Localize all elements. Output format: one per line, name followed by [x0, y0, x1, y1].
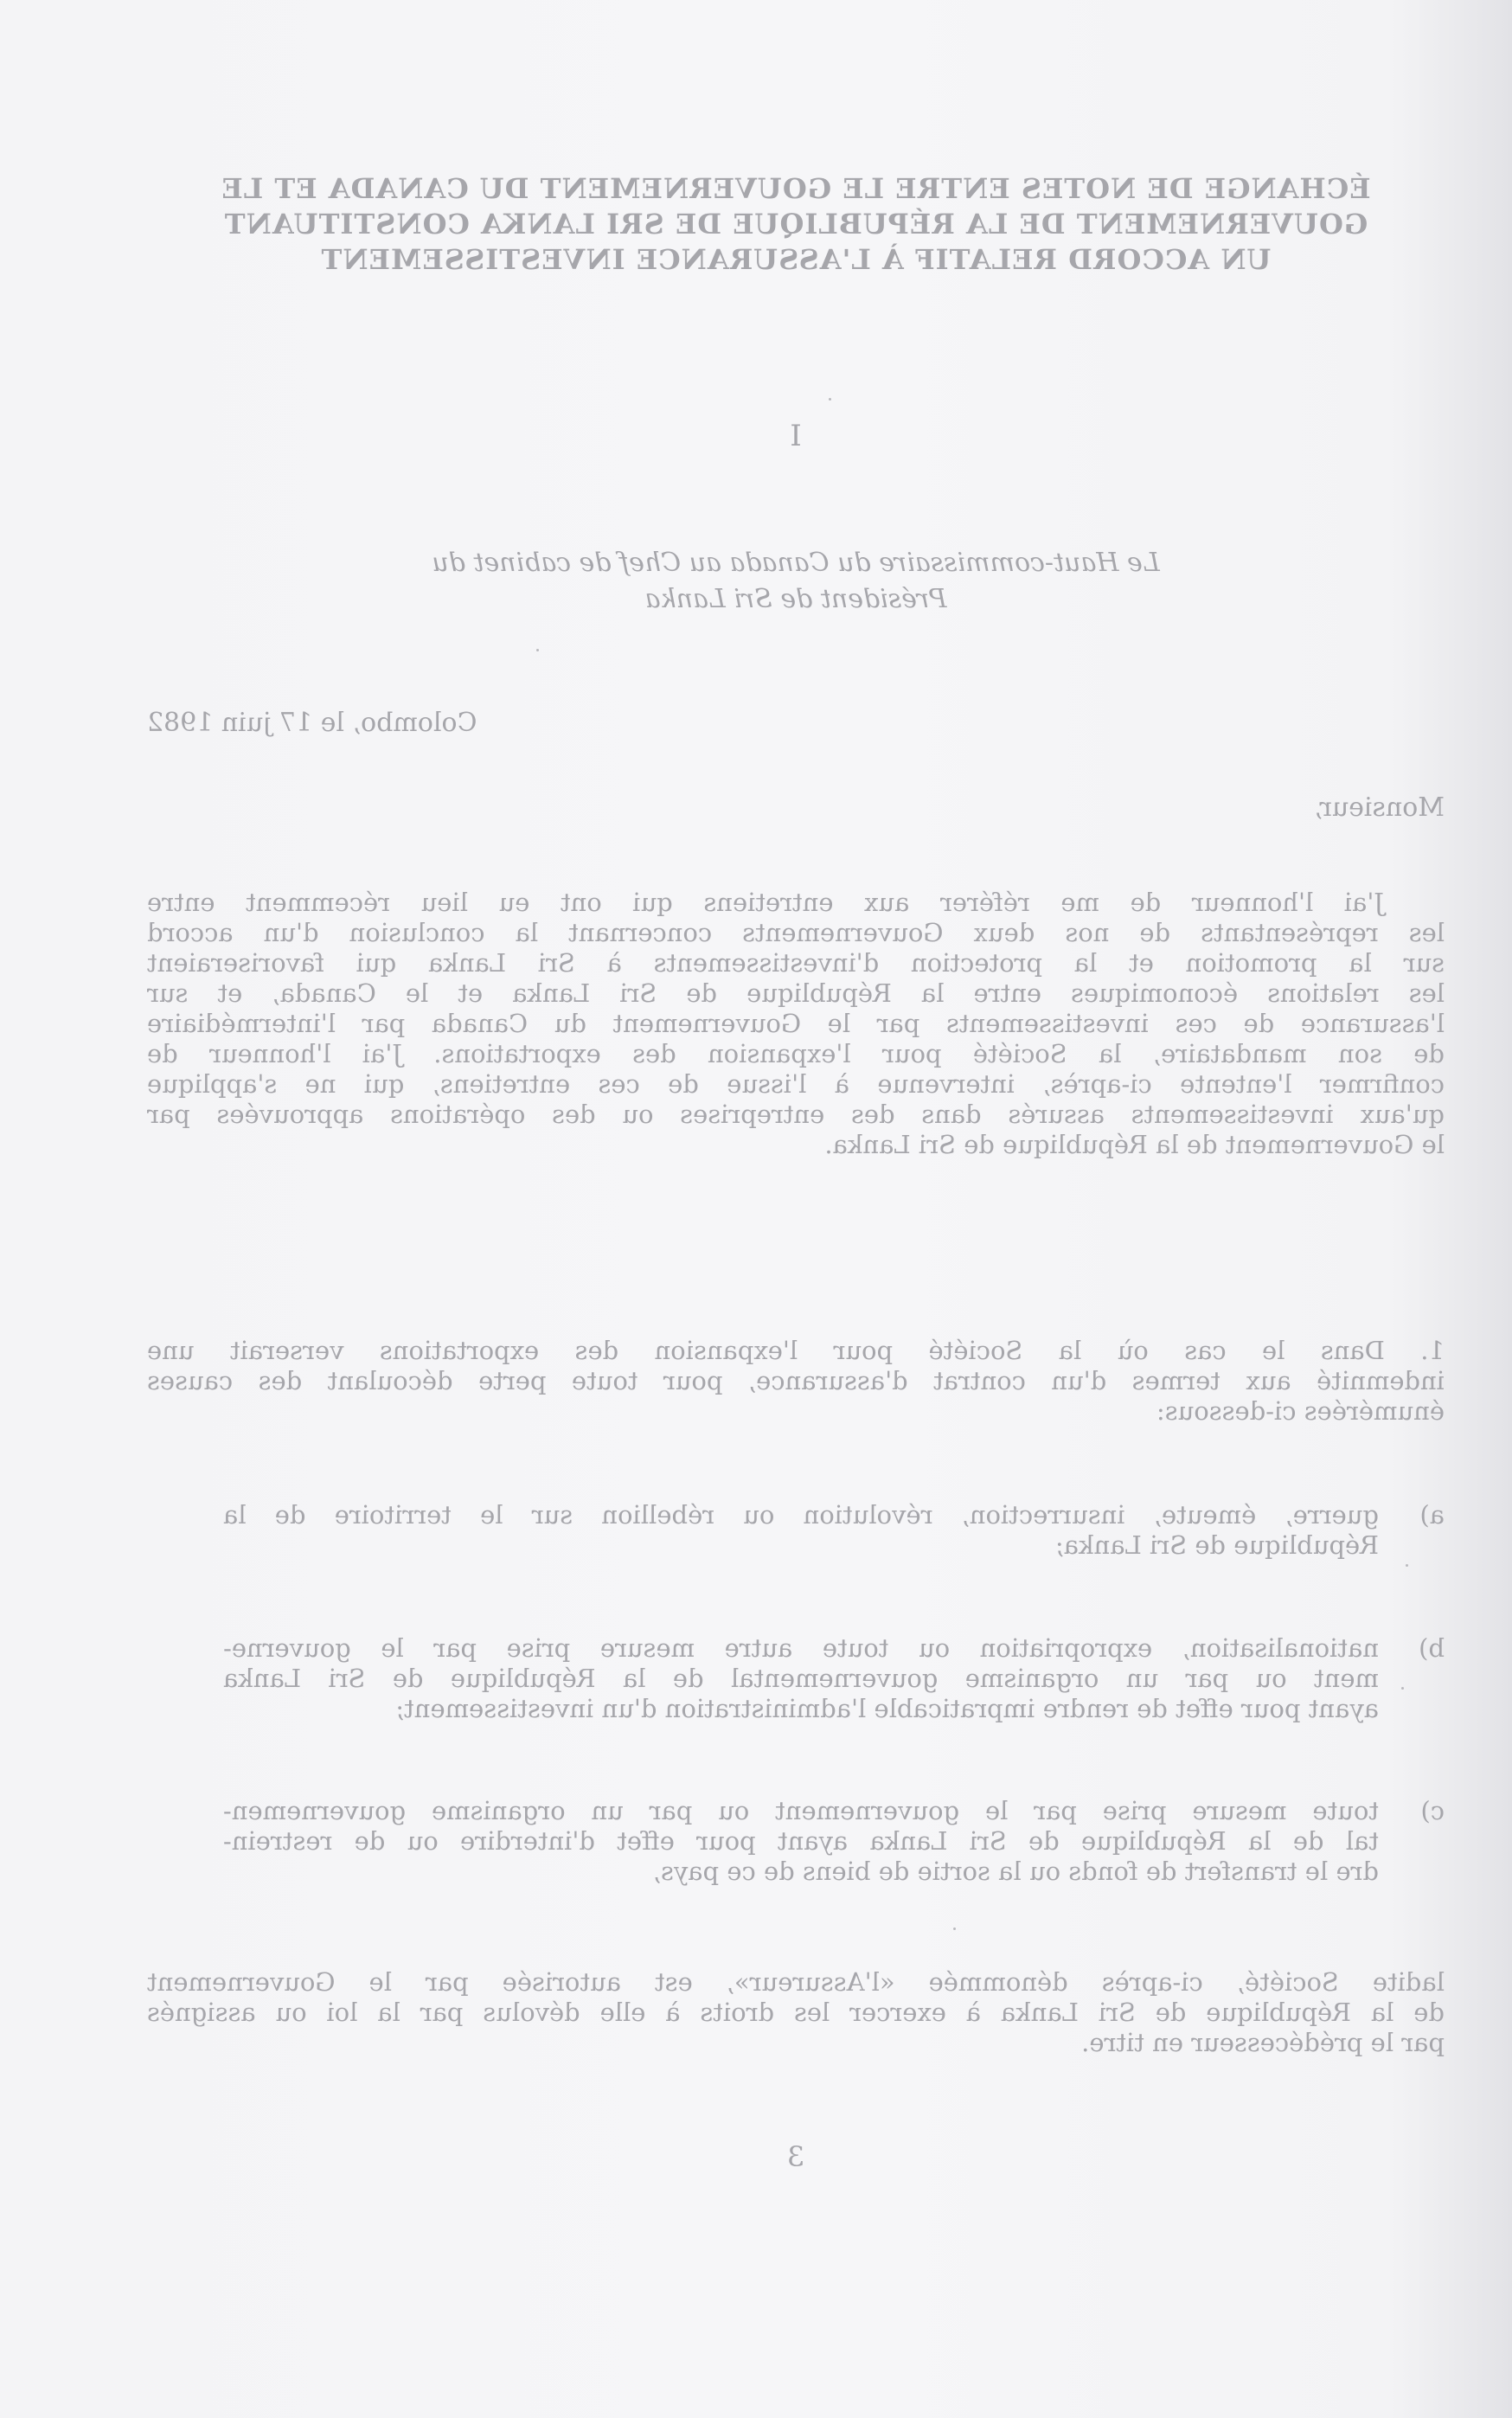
paragraph-line: les relations économiques entre la République de Sri Lanka et le Canada, et sur: [147, 978, 1445, 1008]
paragraph-line: par le prédécesseur en titre.: [1081, 2028, 1445, 2057]
paragraph-assignment: [147, 1967, 1445, 2058]
paragraph-line: indemnité aux termes d'un contrat d'assurance, pour toute perte découlant des causes: [147, 1366, 1445, 1395]
date-line: Colombo, le 17 juin 1982: [147, 708, 477, 738]
show-through-text: [147, 0, 1445, 2418]
paper-speck: [953, 1927, 956, 1930]
title-line: GOUVERNEMENT DE LA RÉPUBLIQUE DE SRI LANKA CONSTITUANT: [223, 208, 1368, 241]
paragraph-intro: [147, 888, 1445, 1160]
page-number: 3: [786, 2140, 805, 2173]
list-item-line: République de Sri Lanka;: [1055, 1530, 1379, 1560]
paragraph-line: de son mandataire, la Société pour l'expansion des exportations. J'ai l'honneur de: [147, 1039, 1445, 1068]
addressee-line: Président de Sri Lanka: [644, 584, 947, 614]
paragraph-line: confirmer l'entente ci-après, intervenue à l'issue de ces entretiens, qui ne s'applique: [147, 1069, 1445, 1099]
list-item-line: nationalisation, expropriation ou toute autre mesure prise par le gouverne-: [223, 1633, 1379, 1663]
list-item-text: [223, 1500, 1379, 1561]
list-item-line: dre le transfert de fonds ou la sortie de biens de ce pays,: [652, 1857, 1379, 1886]
list-item-line: ment ou par un organisme gouvernemental de la République de Sri Lanka: [223, 1664, 1379, 1693]
paper-speck: [829, 398, 831, 401]
paragraph-line: énumérées ci-dessous:: [1156, 1396, 1445, 1426]
paragraph-line: les représentants de nos deux Gouvernements concernant la conclusion d'un accord: [147, 918, 1445, 947]
paper-speck: [1401, 1687, 1404, 1690]
paragraph-clause-1: [147, 1336, 1445, 1427]
list-item-line: ayant pour effet de rendre impraticable l'administration d'un investissement;: [395, 1694, 1379, 1723]
addressee-line: Le Haut-commissaire du Canada au Chef de cabinet du: [432, 548, 1160, 578]
paragraph-line: l'assurance de ces investissements par le Gouvernement du Canada par l'intermédiaire: [147, 1009, 1445, 1038]
title-line: UN ACCORD RELATIF À L'ASSURANCE INVESTISSEMENT: [320, 243, 1272, 276]
list-item-line: tal de la République de Sri Lanka ayant pour effet d'interdire ou de restrein-: [223, 1826, 1379, 1856]
title-line: ÉCHANGE DE NOTES ENTRE LE GOUVERNEMENT DU CANADA ET LE: [221, 172, 1371, 205]
list-item-line: toute mesure prise par le gouvernement ou par un organisme gouvernemen-: [223, 1796, 1379, 1825]
list-item-label: a): [1419, 1500, 1445, 1530]
list-item-label: b): [1419, 1633, 1445, 1663]
paragraph-line: ladite Société, ci-après dénommée «l'Assureur», est autorisée par le Gouvernement: [147, 1967, 1445, 1997]
paragraph-line: le Gouvernement de la République de Sri Lanka.: [824, 1130, 1445, 1159]
document-title: [147, 171, 1445, 278]
list-item-text: [223, 1633, 1379, 1724]
addressee: [147, 545, 1445, 618]
paper-speck: [1406, 1564, 1408, 1567]
list-item-label: c): [1420, 1796, 1445, 1825]
paper-speck: [536, 649, 539, 651]
paragraph-line: sur la promotion et la protection d'investissements à Sri Lanka qui favoriseraient: [147, 948, 1445, 978]
salutation: Monsieur,: [1314, 792, 1445, 823]
list-item-text: [223, 1796, 1379, 1887]
paragraph-line: 1. Dans le cas où la Société pour l'expansion des exportations verserait une: [147, 1336, 1445, 1365]
paragraph-line: J'ai l'honneur de me référer aux entretiens qui ont eu lieu récemment entre: [147, 888, 1384, 917]
section-number: I: [790, 419, 802, 453]
list-item-line: guerre, émeute, insurrection, révolution ou rébellion sur le territoire de la: [223, 1500, 1379, 1530]
paragraph-line: qu'aux investissements assurés dans des entreprises ou des opérations approuvées par: [147, 1100, 1445, 1129]
paragraph-line: de la République de Sri Lanka à exercer les droits à elle dévolus par la loi ou assignés: [147, 1998, 1445, 2027]
